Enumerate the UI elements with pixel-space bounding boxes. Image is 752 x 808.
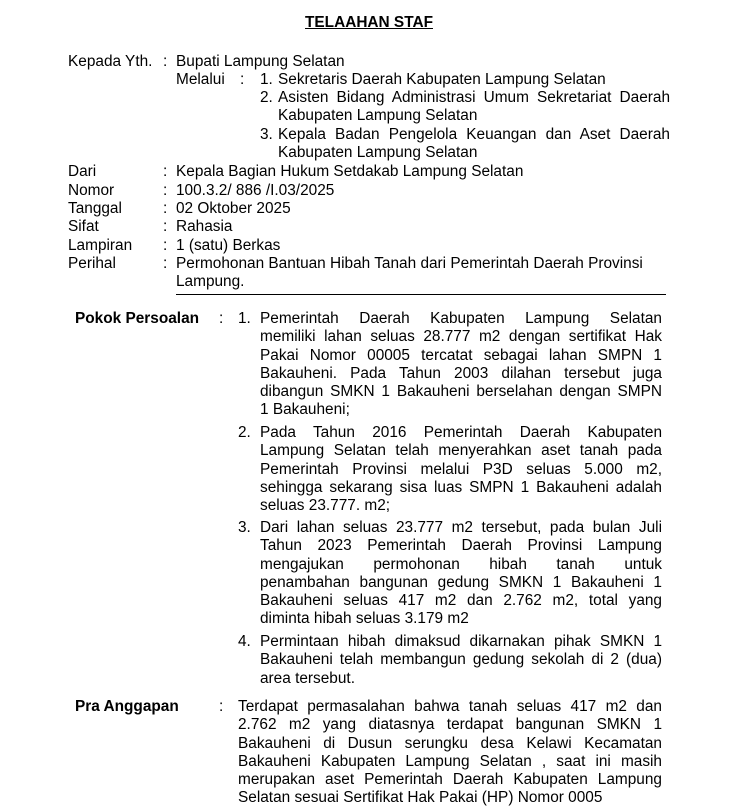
pokok-item: [260, 519, 662, 629]
lampiran-colon: :: [163, 237, 168, 254]
pokok-item-line: Permintaan hibah dimaksud dikarnakan pihak SMKN 1: [260, 633, 662, 650]
perihal-colon: :: [163, 255, 168, 272]
perihal-line: Lampung.: [176, 273, 245, 291]
kepada-value: Bupati Lampung Selatan: [176, 53, 345, 70]
lampiran-label: Lampiran: [68, 237, 133, 254]
pokok-item-number: 3.: [238, 519, 251, 536]
pokok-item-line: diminta hibah seluas 3.179 m2: [260, 610, 469, 628]
pokok-item-line: Pada Tahun 2016 Pemerintah Daerah Kabupaten: [260, 424, 662, 441]
melalui-item-number: 3.: [260, 126, 273, 143]
melalui-colon: :: [240, 71, 245, 88]
pra-anggapan-line: merupakan aset Pemerintah Daerah Kabupaten Lampung: [238, 771, 662, 789]
kepada-colon: :: [163, 53, 168, 70]
pokok-item: [260, 424, 662, 515]
melalui-item-line: Kepala Badan Pengelola Keuangan dan Aset Daerah: [278, 126, 670, 143]
pra-anggapan-line: Selatan sesuai Sertifikat Hak Pakai (HP) Nomor 0005: [238, 789, 603, 807]
tanggal-value: 02 Oktober 2025: [176, 200, 291, 217]
pokok-item-line: seluas 23.777. m2;: [260, 497, 391, 515]
pokok-item-line: Pemerintah Provinsi melalui P3D seluas 5.000 m2,: [260, 460, 662, 478]
pokok-item-number: 4.: [238, 633, 251, 650]
sifat-value: Rahasia: [176, 218, 233, 235]
pokok-item-line: Bakauheni seluas 417 m2 dan 2.762 m2, total yang: [260, 592, 662, 610]
pokok-item: [260, 310, 662, 420]
dari-label: Dari: [68, 163, 97, 180]
pokok-item-line: Bakauheni. Pada Tahun 2003 dilahan tersebut juga: [260, 364, 662, 382]
melalui-item: [278, 89, 670, 126]
melalui-item: [278, 71, 670, 89]
pra-anggapan-line: Bakauheni di Dusun serungku desa Kelawi Kecamatan: [238, 734, 662, 752]
pra-anggapan-line: Terdapat permasalahan bahwa tanah seluas 417 m2 dan: [238, 698, 662, 715]
pra-anggapan-label: Pra Anggapan: [75, 698, 179, 715]
pokok-persoalan-label: Pokok Persoalan: [75, 310, 200, 327]
pokok-item-line: 1 Bakauheni;: [260, 401, 350, 419]
pra-anggapan-line: Bakauheni Kabupaten Lampung Selatan , saat ini masih: [238, 752, 662, 770]
nomor-label: Nomor: [68, 182, 115, 199]
tanggal-colon: :: [163, 200, 168, 217]
melalui-item-number: 2.: [260, 89, 273, 106]
document-title: TELAAHAN STAF: [305, 14, 433, 31]
pokok-item-line: mengajukan permohonan hibah tanah untuk: [260, 555, 662, 573]
melalui-item-line: Sekretaris Daerah Kabupaten Lampung Selatan: [278, 71, 606, 88]
melalui-label: Melalui: [176, 71, 225, 88]
pokok-item-line: penambahan bangunan gedung SMKN 1 Bakauheni 1: [260, 573, 662, 591]
pokok-item-line: area tersebut.: [260, 669, 355, 687]
pokok-item-line: Tahun 2023 Pemerintah Daerah Provinsi Lampung: [260, 537, 662, 555]
pra-anggapan-line: 2.762 m2 yang diatasnya terdapat bangunan SMKN 1: [238, 716, 662, 734]
pokok-item-line: Pakai Nomor 00005 tercatat sebagai lahan SMPN 1: [260, 346, 662, 364]
header-separator: [176, 294, 666, 295]
sifat-label: Sifat: [68, 218, 99, 235]
perihal-label: Perihal: [68, 255, 116, 272]
pokok-item-number: 1.: [238, 310, 251, 327]
dari-colon: :: [163, 163, 168, 180]
nomor-colon: :: [163, 182, 168, 199]
pokok-item-line: Lampung Selatan telah menyerahkan aset tanah pada: [260, 442, 662, 460]
melalui-item-number: 1.: [260, 71, 273, 88]
pokok-item-line: Dari lahan seluas 23.777 m2 tersebut, pada bulan Juli: [260, 519, 662, 536]
kepada-label: Kepada Yth.: [68, 53, 153, 70]
tanggal-label: Tanggal: [68, 200, 122, 217]
pokok-item-line: dibangun SMKN 1 Bakauheni berselahan dengan SMPN: [260, 383, 662, 401]
pokok-item: [260, 633, 662, 688]
melalui-item-line: Kabupaten Lampung Selatan: [278, 144, 478, 162]
pokok-persoalan-colon: :: [219, 310, 224, 327]
pokok-item-line: Pemerintah Daerah Kabupaten Lampung Selatan: [260, 310, 662, 327]
melalui-item-line: Kabupaten Lampung Selatan: [278, 107, 478, 125]
dari-value: Kepala Bagian Hukum Setdakab Lampung Selatan: [176, 163, 524, 180]
pra-anggapan-text: [238, 698, 662, 808]
pokok-item-number: 2.: [238, 424, 251, 441]
pokok-item-line: Bakauheni telah membangun gedung sekolah di 2 (dua): [260, 651, 662, 669]
melalui-item-line: Asisten Bidang Administrasi Umum Sekretariat Daerah: [278, 89, 670, 106]
pokok-item-line: sehingga sekarang sisa luas SMPN 1 Bakauheni adalah: [260, 478, 662, 496]
perihal-value: [176, 255, 666, 292]
pra-anggapan-colon: :: [219, 698, 224, 715]
perihal-line: Permohonan Bantuan Hibah Tanah dari Pemerintah Daerah Provinsi: [176, 255, 643, 272]
nomor-value: 100.3.2/ 886 /I.03/2025: [176, 182, 335, 199]
sifat-colon: :: [163, 218, 168, 235]
pokok-item-line: memiliki lahan seluas 28.777 m2 dengan sertifikat Hak: [260, 328, 662, 346]
lampiran-value: 1 (satu) Berkas: [176, 237, 281, 254]
melalui-item: [278, 126, 670, 163]
